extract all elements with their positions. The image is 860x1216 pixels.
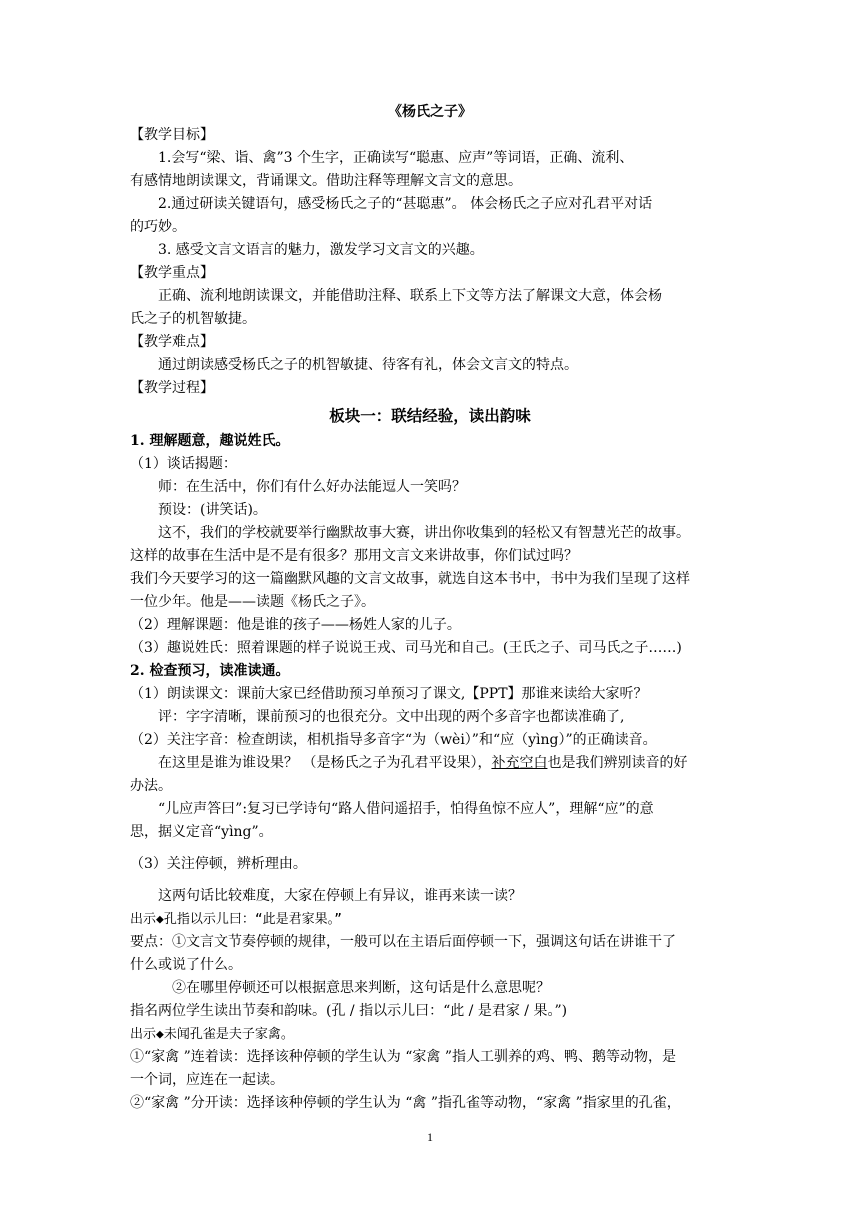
paragraph-line: ②在哪里停顿还可以根据意思来判断，这句话是什么意思呢？ xyxy=(172,980,550,996)
document-body xyxy=(130,100,730,1115)
paragraph-line: 这不，我们的学校就要举行幽默故事大赛，讲出你收集到的轻松又有智慧光芒的故事。 xyxy=(158,525,690,541)
step-1-item-2: （2）理解课题：他是谁的孩子——杨姓人家的儿子。 xyxy=(130,617,461,633)
paragraph-line: ②“家禽 ”分开读：选择该种停顿的学生认为 “禽 ”指孔雀等动物，“家禽 ”指家里的孔雀， xyxy=(130,1095,681,1111)
teacher-line: 师：在生活中，你们有什么好办法能逗人一笑吗？ xyxy=(158,479,466,495)
step-2-heading: 2. 检查预习，读准读通。 xyxy=(130,663,290,679)
display-sentence-2: 出示◆未闻孔雀是夫子家禽。 xyxy=(130,1027,294,1042)
step-1-item-3: （3）趣说姓氏：照着课题的样子说说王戎、司马光和自己。(王氏之子、司马氏之子……) xyxy=(130,640,682,656)
paragraph-line: 要点：①文言文节奏停顿的规律，一般可以在主语后面停顿一下，强调这句话在讲谁干了 xyxy=(130,934,676,950)
paragraph-line: 指名两位学生读出节奏和韵味。(孔 / 指以示儿曰：“此 / 是君家 / 果。”) xyxy=(130,1003,568,1019)
evaluation-line: 评：字字清晰，课前预习的也很充分。文中出现的两个多音字也都读准确了, xyxy=(158,709,625,725)
paragraph-line: 一个词，应连在一起读。 xyxy=(130,1072,284,1088)
paragraph-line: 一位少年。他是——读题《杨氏之子》。 xyxy=(130,594,375,610)
paragraph-line: 什么或说了什么。 xyxy=(130,957,242,973)
paragraph-line: 这两句话比较难度，大家在停顿上有异议，谁再来读一读？ xyxy=(158,888,522,904)
objective-1: 1.会写“梁、诣、禽”3 个生字，正确读写“聪惠、应声”等词语，正确、流利、 xyxy=(158,150,634,166)
page-number: 1 xyxy=(427,1130,433,1144)
display-sentence-1: 出示◆孔指以示儿曰：“此是君家果。” xyxy=(130,912,342,927)
key-points-text: 正确、流利地朗读课文，并能借助注释、联系上下文等方法了解课文大意，体会杨 xyxy=(158,288,662,304)
key-points-text-cont: 氏之子的机智敏捷。 xyxy=(130,311,256,327)
paragraph-line: ①“家禽 ”连着读：选择该种停顿的学生认为 “家禽 ”指人工驯养的鸡、鸭、鹅等动物，是 xyxy=(130,1049,676,1065)
paragraph-line: 我们今天要学习的这一篇幽默风趣的文言文故事，就选自这本书中，书中为我们呈现了这样 xyxy=(130,571,690,587)
step-1-item-1: （1）谈话揭题： xyxy=(130,456,237,472)
key-points-heading: 【教学重点】 xyxy=(130,265,214,281)
objective-2-cont: 的巧妙。 xyxy=(130,219,186,235)
objectives-heading: 【教学目标】 xyxy=(130,127,214,143)
underlined-text: 补充空白 xyxy=(491,755,548,771)
doc-title: 《杨氏之子》 xyxy=(388,104,472,120)
difficulties-text: 通过朗读感受杨氏之子的机智敏捷、待客有礼，体会文言文的特点。 xyxy=(158,357,578,373)
step-2-item-1: （1）朗读课文：课前大家已经借助预习单预习了课文,【PPT】那谁来读给大家听？ xyxy=(130,686,648,702)
difficulties-heading: 【教学难点】 xyxy=(130,334,214,350)
paragraph-line xyxy=(130,752,730,775)
paragraph-line: 思，据义定音“yìng”。 xyxy=(130,824,273,840)
text-span: 也是我们辨别读音的好 xyxy=(547,755,688,771)
objective-2: 2.通过研读关键语句，感受杨氏之子的“甚聪惠”。 体会杨氏之子应对孔君平对话 xyxy=(158,196,653,212)
paragraph-line: 办法。 xyxy=(130,778,172,794)
preset-line: 预设：(讲笑话)。 xyxy=(158,502,267,518)
step-2-item-2: （2）关注字音：检查朗读，相机指导多音字“为（wèi）”和“应（yìng）”的正确读音。 xyxy=(130,732,657,748)
process-heading: 【教学过程】 xyxy=(130,380,214,396)
section-1-heading: 板块一：联结经验，读出韵味 xyxy=(329,406,531,425)
step-2-item-3: （3）关注停顿，辨析理由。 xyxy=(130,856,307,872)
paragraph-line: 这样的故事在生活中是不是有很多？那用文言文来讲故事，你们试过吗？ xyxy=(130,548,578,564)
objective-1-cont: 有感情地朗读课文，背诵课文。借助注释等理解文言文的意思。 xyxy=(130,173,522,189)
objective-3: 3. 感受文言文语言的魅力，激发学习文言文的兴趣。 xyxy=(158,242,484,258)
text-span: 在这里是谁为谁设果？ （是杨氏之子为孔君平设果）， xyxy=(158,755,492,771)
step-1-heading: 1. 理解题意，趣说姓氏。 xyxy=(130,433,290,449)
paragraph-line: “儿应声答曰”:复习已学诗句“路人借问遥招手，怕得鱼惊不应人”，理解“应”的意 xyxy=(158,801,654,817)
